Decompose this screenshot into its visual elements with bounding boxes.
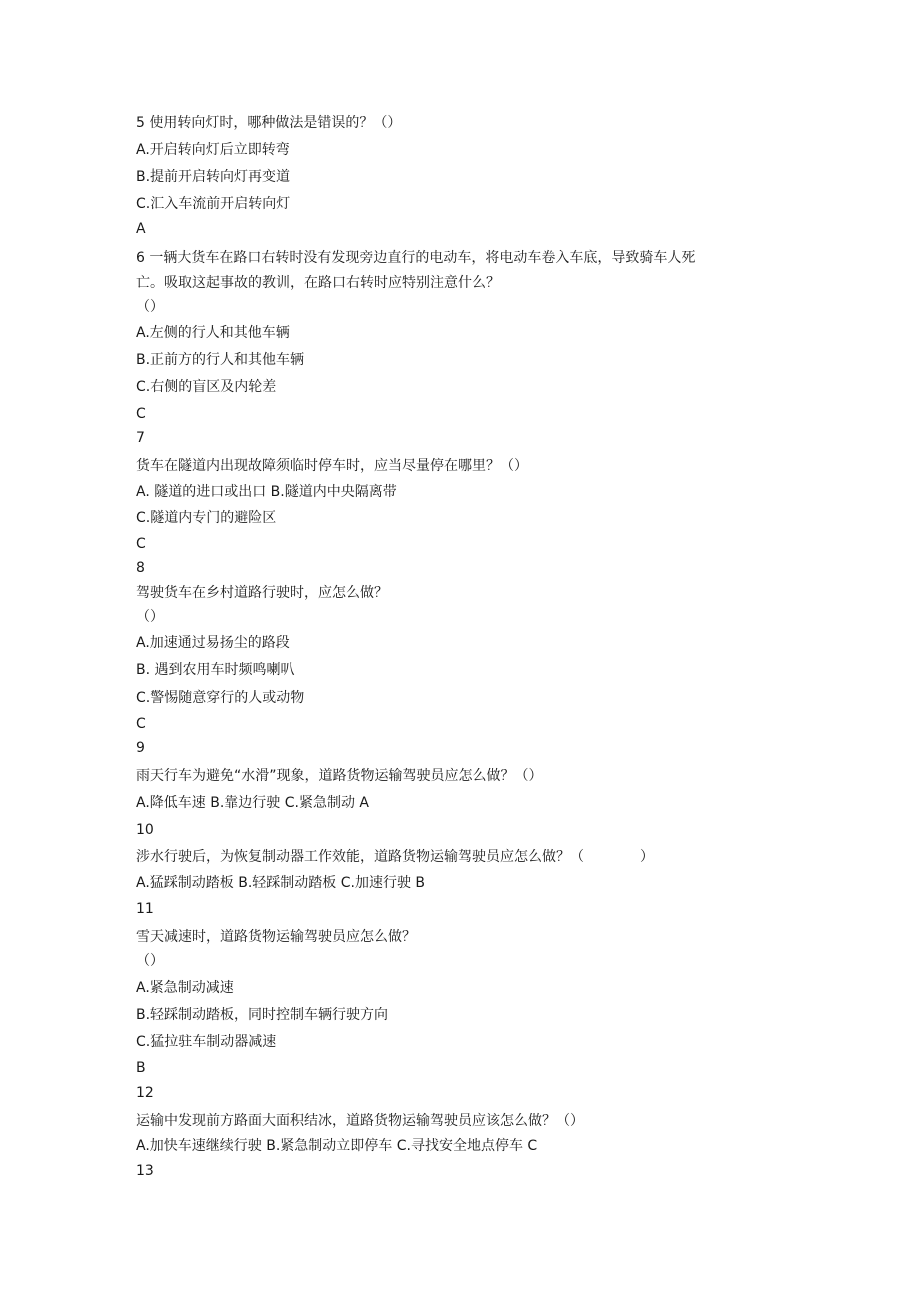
question-6-option-b: B.正前方的行人和其他车辆 <box>136 352 305 368</box>
question-11-blank: （） <box>136 953 164 969</box>
question-8-option-a: A.加速通过易扬尘的路段 <box>136 635 290 651</box>
question-5-option-c: C.汇入车流前开启转向灯 <box>136 196 291 212</box>
question-6-answer: C <box>136 406 146 422</box>
question-8-option-c: C.警惕随意穿行的人或动物 <box>136 690 305 706</box>
question-12-text: 运输中发现前方路面大面积结冰，道路货物运输驾驶员应该怎么做？（） <box>136 1113 584 1129</box>
question-11-number: 11 <box>136 901 154 917</box>
question-8-text: 驾驶货车在乡村道路行驶时，应怎么做？ <box>136 585 388 601</box>
question-5-option-a: A.开启转向灯后立即转弯 <box>136 142 290 158</box>
question-5-answer: A <box>136 221 146 237</box>
question-7-options-ab: A. 隧道的进口或出口 B.隧道内中央隔离带 <box>136 484 397 500</box>
question-8-option-b: B. 遇到农用车时频鸣喇叭 <box>136 662 295 678</box>
question-11-answer: B <box>136 1060 146 1076</box>
question-10-text: 涉水行驶后，为恢复制动器工作效能，道路货物运输驾驶员应怎么做？（ ） <box>136 849 654 865</box>
question-6-text-line-1: 6 一辆大货车在路口右转时没有发现旁边直行的电动车，将电动车卷入车底，导致骑车人死 <box>136 250 696 266</box>
question-7-answer: C <box>136 536 146 552</box>
question-6-text-line-2: 亡。吸取这起事故的教训，在路口右转时应特别注意什么？ <box>136 275 500 291</box>
question-11-option-c: C.猛拉驻车制动器减速 <box>136 1034 277 1050</box>
question-9-number: 9 <box>136 740 145 756</box>
question-6-option-c: C.右侧的盲区及内轮差 <box>136 379 277 395</box>
question-9-options-answer: A.降低车速 B.靠边行驶 C.紧急制动 A <box>136 795 369 811</box>
question-8-blank: （） <box>136 609 164 625</box>
question-7-number: 7 <box>136 430 145 446</box>
question-5-option-b: B.提前开启转向灯再变道 <box>136 169 291 185</box>
question-11-option-a: A.紧急制动减速 <box>136 980 234 996</box>
question-10-options-answer: A.猛踩制动踏板 B.轻踩制动踏板 C.加速行驶 B <box>136 875 426 891</box>
question-11-option-b: B.轻踩制动踏板，同时控制车辆行驶方向 <box>136 1007 389 1023</box>
question-9-text: 雨天行车为避免“水滑”现象，道路货物运输驾驶员应怎么做？（） <box>136 768 543 784</box>
question-7-option-c: C.隧道内专门的避险区 <box>136 510 277 526</box>
question-8-answer: C <box>136 716 146 732</box>
question-7-text: 货车在隧道内出现故障须临时停车时，应当尽量停在哪里？（） <box>136 458 528 474</box>
question-13-number: 13 <box>136 1163 154 1179</box>
question-12-number: 12 <box>136 1085 154 1101</box>
question-11-text: 雪天减速时，道路货物运输驾驶员应怎么做？ <box>136 929 416 945</box>
question-6-option-a: A.左侧的行人和其他车辆 <box>136 325 290 341</box>
question-12-options-answer: A.加快车速继续行驶 B.紧急制动立即停车 C.寻找安全地点停车 C <box>136 1138 538 1154</box>
question-8-number: 8 <box>136 560 145 576</box>
question-10-number: 10 <box>136 822 154 838</box>
question-6-blank: （） <box>136 299 164 315</box>
question-5-text: 5 使用转向灯时，哪种做法是错误的？（） <box>136 115 402 131</box>
